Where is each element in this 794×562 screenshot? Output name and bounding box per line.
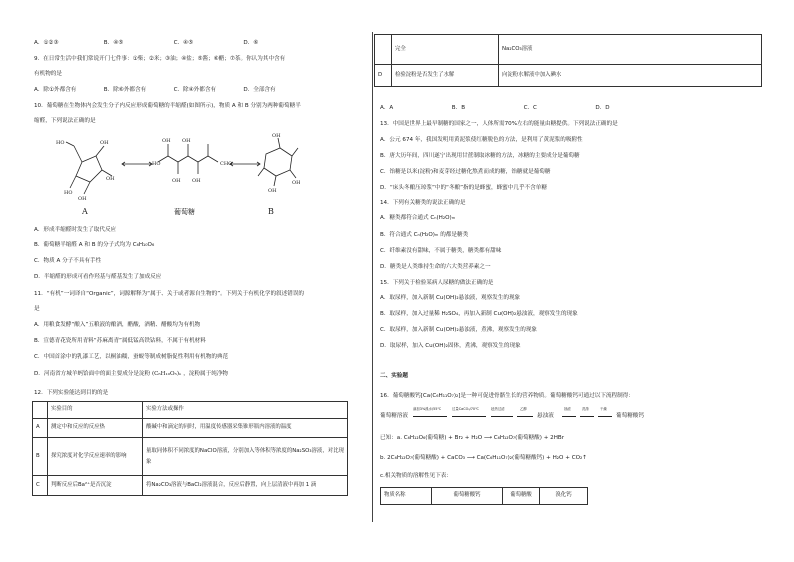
q12-option: D．D — [595, 105, 610, 111]
q8-option: B．④⑤ — [103, 40, 124, 46]
q12-option: B．B — [451, 105, 466, 111]
table-row — [33, 476, 348, 496]
q12-table-continued — [374, 34, 762, 87]
svg-text:OH: OH — [292, 180, 300, 186]
q11-stem-cont: 是 — [34, 306, 40, 312]
flow-arrow — [413, 416, 447, 417]
table-head-cell: 葡萄糖酸 — [503, 488, 540, 505]
table-cell: 酸碱中和滴定的同时，用温度传感器采集锥形瓶内溶液的温度 — [143, 419, 348, 438]
q9-stem: 9．在日常生活中我们常说开门七件事：①柴；②米；③油；④盐；⑤酱；⑥醋；⑦茶。你认为其中含有 — [34, 56, 286, 62]
q15-option-c: C．取尿样，加入新制 Cu(OH)₂悬浊液，煮沸，观察发生的现象 — [380, 327, 538, 333]
q11-option-d-tail: ，淀粉属于纯净物 — [183, 371, 229, 377]
q8-option: C．④⑤ — [173, 40, 194, 46]
svg-text:OH: OH — [78, 196, 87, 202]
svg-text:OH: OH — [100, 140, 109, 146]
q9-options — [34, 88, 276, 94]
svg-text:HO: HO — [64, 190, 73, 196]
flow-arrow — [452, 416, 486, 417]
table-head-cell: 葡萄糖酸钙 — [432, 488, 503, 505]
q11-option-c: C．中国首涂中的乳漆工艺，以桐油糯，蚕蜕等制成树脂促性利用有机物的典范 — [34, 354, 229, 360]
q9-option: A．除①外都含有 — [34, 87, 77, 93]
table-cell: 将Na₂CO₃溶液与BaCl₂溶液混合，反应后静置，向上层清液中再加 1 滴 — [143, 476, 348, 496]
q12-table — [32, 401, 348, 496]
q10-option-d: D．半缩醛的形成可看作羟基与醛基发生了加成反应 — [34, 274, 162, 280]
flow-arrow — [598, 416, 612, 417]
svg-text:OH: OH — [182, 138, 191, 144]
table-cell: 判断反应后Ba²⁺是否沉淀 — [48, 476, 143, 496]
table-row — [33, 419, 348, 438]
table-cell: Na₂CO₃溶液 — [499, 35, 762, 65]
q16-stem: 16．葡萄糖酸钙[Ca(C₆H₁₁O₇)₂]是一种可促进骨骼生长的营养物质。葡萄糖酸钙可通过以下流程制得： — [380, 393, 634, 399]
svg-text:OH: OH — [162, 138, 171, 144]
q8-option: A．①②③ — [34, 40, 59, 46]
svg-text:HO: HO — [56, 140, 65, 146]
q9-stem-cont: 有机物的是 — [34, 71, 62, 77]
flow-arrow — [491, 416, 513, 417]
flow-end: 葡萄糖酸钙 — [616, 413, 644, 419]
q12-options — [380, 106, 610, 112]
q15-option-b: B．取尿样，加入过量稀 H₂SO₄，再加入新制 Cu(OH)₂悬浊液，观察发生的现象 — [380, 311, 578, 317]
svg-text:HO: HO — [152, 161, 161, 167]
flow-arrow — [580, 416, 594, 417]
q11-option-a: A．用粮食发酵“酿入”五粮液的酿酒，醋酸，酒精、醋酸均为有机物 — [34, 322, 201, 328]
known-c: c.相关物质的溶解性见下表： — [380, 473, 452, 479]
flow-step-label: 洗涤 — [582, 407, 589, 411]
q13-option-d: D．“床头冬酿压琼浆”中的“冬酿”指的是蜂蜜，蜂蜜中几乎不含单糖 — [380, 185, 547, 191]
q15-stem: 15．下列关于检验某病人尿糖的做法正确的是 — [380, 280, 494, 286]
table-cell: 完全 — [392, 35, 499, 65]
q14-option-b: B．符合通式 Cₙ(H₂O)ₘ 的都是糖类 — [380, 232, 469, 238]
q14-option-c: C．纤维素没有甜味，不属于糖类，糖类都有甜味 — [380, 248, 502, 254]
svg-text:OH: OH — [268, 188, 277, 194]
table-row — [33, 438, 348, 476]
table-cell: B — [33, 438, 48, 476]
fig-label-a: A — [82, 207, 88, 216]
q9-option: B．除⑥外都含有 — [103, 87, 147, 93]
starch-formula: (C₆H₁₀O₅)ₙ — [151, 371, 182, 377]
q11-stem: 11．“有机”一词译自“Organic”，词源解释为“属于、关于或者源自生物的”。下列关于有机化学的叙述错误的 — [34, 291, 305, 297]
table-row — [375, 35, 762, 65]
svg-text:OH: OH — [272, 133, 281, 139]
q8-options — [34, 41, 258, 47]
table-head-cell — [33, 402, 48, 419]
fig-label-glucose: 葡萄糖 — [174, 208, 195, 216]
flow-step-label: 乙醇 — [520, 407, 527, 411]
flow-arrow — [517, 416, 533, 417]
q11-option-d — [34, 372, 228, 378]
svg-text:OH: OH — [172, 178, 181, 184]
q10-option-b: B．葡萄糖半缩醛 A 和 B 的分子式均为 C₆H₁₀O₆ — [34, 242, 155, 248]
table-head-cell: 溴化钙 — [540, 488, 588, 505]
table-cell: 测定中和反应的反应热 — [48, 419, 143, 438]
process-flow — [380, 406, 770, 426]
q13-stem: 13．中国是世界上最早制糖的国家之一，人体所需70%左右的能量由糖提供。下列说法正确的是 — [380, 121, 618, 127]
q12-option: C．C — [523, 105, 537, 111]
q14-option-a: A．糖类都符合通式 Cₙ(H₂O)ₘ — [380, 215, 456, 221]
q10-stem: 10．葡萄糖在生物体内会发生分子内反应形成葡萄糖的半缩醛(如图所示)，物质 A 和 B 分别为两种葡萄糖半 — [34, 103, 301, 109]
q15-option-d: D．取尿样，加入 Cu(OH)₂固体，煮沸，观察发生的现象 — [380, 343, 521, 349]
table-cell: 向淀粉水解液中加入碘水 — [499, 65, 762, 87]
q15-option-a: A．取尿样，加入新制 Cu(OH)₂悬浊液，观察发生的现象 — [380, 295, 521, 301]
table-cell: C — [33, 476, 48, 496]
table-cell: 检验淀粉是否发生了水解 — [392, 65, 499, 87]
fig-label-b: B — [268, 207, 274, 216]
q10-stem-cont: 缩醛，下列说法正确的是 — [34, 118, 96, 124]
flow-step-label: 抽滤 — [564, 407, 571, 411]
q11-option-b: B．宣德青花瓷所用青料“苏麻离青”属低锰高铁钴料，不属于有机材料 — [34, 338, 206, 344]
table-cell: 量取同体积不同浓度的NaClO溶液，分别加入等体积等浓度的Na₂SO₃溶液，对比现象 — [143, 438, 348, 476]
flow-step-label: 滴加3%溴水/55℃ — [413, 407, 442, 411]
q11-option-d-text: D．河南省方城羊蚂饸面中的面主要成分是淀粉 — [34, 371, 151, 377]
q12-option: A．A — [380, 105, 394, 111]
known-a: 已知：a. C₆H₁₂O₆(葡萄糖) + Br₂ + H₂O ⟶ C₆H₁₂O₇(葡萄糖酸) + 2HBr — [380, 435, 565, 441]
q9-option: D．全部含有 — [243, 87, 276, 93]
q10-option-a: A．形成半缩醛时发生了取代反应 — [34, 227, 117, 233]
table-cell: A — [33, 419, 48, 438]
q12-stem: 12．下列实验能达到目的的是 — [34, 390, 109, 396]
table-head-cell: 物质名称 — [381, 488, 432, 505]
flow-start: 葡萄糖溶液 — [380, 413, 408, 419]
q14-stem: 14．下列有关糖类的说法正确的是 — [380, 200, 466, 206]
flow-intermediate: 悬浊液 — [537, 413, 554, 419]
known-b: b. 2C₆H₁₂O₇(葡萄糖酸) + CaCO₃ ⟶ Ca(C₆H₁₁O₇)₂(葡萄糖酸钙) + H₂O + CO₂↑ — [380, 455, 587, 461]
svg-text:OH: OH — [192, 178, 201, 184]
q8-option: D．⑥ — [243, 40, 259, 46]
q13-option-c: C．饴糖是以米(淀粉)和麦芽经过糖化熬煮而成的糖，饴糖就是葡萄糖 — [380, 169, 551, 175]
q10-option-c: C．物质 A 分子不具有手性 — [34, 258, 102, 264]
q14-option-d: D．糖类是人类维持生命的六大类营养素之一 — [380, 264, 491, 270]
table-head-cell: 实验目的 — [48, 402, 143, 419]
q9-option: C．除④外都含有 — [173, 87, 217, 93]
svg-text:CHO: CHO — [220, 161, 233, 167]
table-row — [375, 65, 762, 87]
flow-step-label: 过量CaCO₃/70℃ — [452, 407, 479, 411]
q13-option-a: A．公元 674 年，我国发明用黄泥浆使红糖脱色的方法，是利用了黄泥浆的吸附性 — [380, 137, 583, 143]
svg-text:OH: OH — [106, 176, 115, 182]
flow-step-label: 干燥 — [600, 407, 607, 411]
table-cell — [375, 35, 392, 65]
flow-arrow — [562, 416, 576, 417]
table-cell: D — [375, 65, 392, 87]
table-head-cell: 实验方法或操作 — [143, 402, 348, 419]
table-cell: 探究浓度对化学反应速率的影响 — [48, 438, 143, 476]
section-heading: 二、实验题 — [380, 373, 408, 379]
page-divider — [372, 32, 373, 522]
solubility-table — [380, 487, 588, 505]
flow-step-label: 趁热过滤 — [491, 407, 505, 411]
q13-option-b: B．唐大历年间，四川遂宁出现用甘蔗制取冰糖的方法，冰糖的主要成分是葡萄糖 — [380, 153, 580, 159]
glucose-hemiacetal-figure — [40, 132, 300, 216]
